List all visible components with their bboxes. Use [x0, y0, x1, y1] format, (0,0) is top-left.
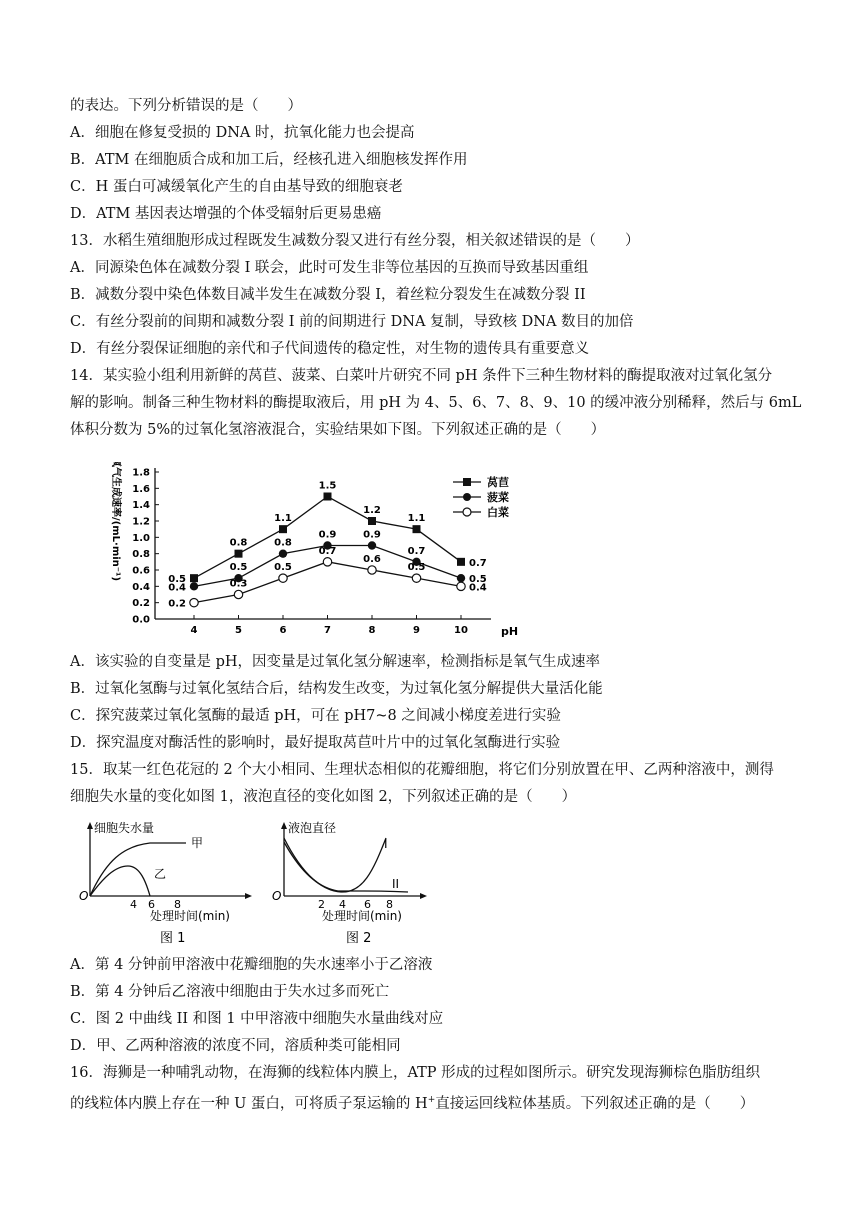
fig2-y-arrow: [281, 822, 287, 829]
fig2-tick-4: 4: [339, 898, 346, 911]
data-label: 0.9: [363, 529, 381, 541]
legend-label: 菠菜: [487, 491, 509, 504]
fig1-curve-jia: [90, 843, 186, 896]
legend-label: 莴苣: [487, 476, 509, 489]
q15-figures-svg: [68, 816, 448, 950]
data-label: 0.5: [274, 562, 292, 574]
q13-option-a: A．同源染色体在减数分裂 I 联会，此时可发生非等位基因的互换而导致基因重组: [70, 260, 589, 276]
point-莴苣: [190, 574, 198, 582]
fig2-label-I: I: [384, 837, 388, 851]
legend-label: 白菜: [487, 506, 509, 519]
data-label: 0.2: [168, 598, 186, 610]
q12-option-b: B．ATM 在细胞质合成和加工后，经核孔进入细胞核发挥作用: [70, 152, 468, 168]
y-tick-label: 0.8: [132, 549, 150, 561]
q15-option-d: D．甲、乙两种溶液的浓度不同，溶质种类可能相同: [70, 1038, 401, 1054]
data-label: 0.5: [168, 574, 186, 586]
figure-1: [79, 820, 252, 946]
y-tick-label: 1.8: [132, 467, 150, 479]
fig1-label-yi: 乙: [154, 867, 167, 881]
data-label: 1.5: [318, 480, 337, 492]
x-tick-label: 4: [190, 625, 198, 636]
data-label: 1.1: [407, 513, 426, 525]
fig1-ylabel: 细胞失水量: [94, 821, 155, 835]
q16-text-post: 直接运回线粒体基质。下列叙述正确的是（ ）: [435, 1095, 755, 1112]
fig1-x-arrow: [245, 893, 252, 899]
q15-stem-line2: 细胞失水量的变化如图 1，液泡直径的变化如图 2，下列叙述正确的是（ ）: [70, 789, 577, 805]
point-菠菜: [457, 574, 465, 582]
point-莴苣: [457, 558, 465, 566]
point-莴苣: [413, 525, 421, 533]
point-莴苣: [235, 550, 243, 558]
q13-stem: 13．水稻生殖细胞形成过程既发生减数分裂又进行有丝分裂，相关叙述错误的是（ ）: [70, 233, 640, 249]
q15-option-b: B．第 4 分钟后乙溶液中细胞由于失水过多而死亡: [70, 984, 390, 1000]
q16-stem-line1: 16．海狮是一种哺乳动物，在海狮的线粒体内膜上，ATP 形成的过程如图所示。研究发现海狮棕色脂肪组织: [70, 1065, 761, 1081]
fig1-curve-yi: [90, 866, 150, 896]
q13-option-c: C．有丝分裂前的间期和减数分裂 I 前的间期进行 DNA 复制，导致核 DNA 数目的加倍: [70, 314, 634, 330]
q15-option-a: A．第 4 分钟前甲溶液中花瓣细胞的失水速率小于乙溶液: [70, 957, 433, 973]
point-莴苣: [279, 525, 287, 533]
point-莴苣: [368, 517, 376, 525]
data-label: 0.7: [318, 545, 337, 557]
x-tick-label: 9: [413, 625, 420, 636]
data-label: 0.5: [469, 574, 487, 586]
x-axis-label: pH: [501, 625, 519, 638]
fig2-ylabel: 液泡直径: [288, 821, 337, 835]
point-菠菜: [279, 549, 287, 557]
fig2-caption: 图 2: [346, 931, 372, 946]
x-tick-label: 6: [279, 625, 287, 636]
data-label: 0.6: [363, 554, 381, 565]
q15-option-c: C．图 2 中曲线 II 和图 1 中甲溶液中细胞失水量曲线对应: [70, 1011, 444, 1027]
fig1-tick-4: 4: [130, 898, 137, 911]
point-白菜: [457, 582, 465, 590]
data-label: 0.3: [229, 578, 248, 590]
point-白菜: [234, 590, 242, 598]
legend-marker: [463, 478, 471, 486]
figure-2: [272, 820, 427, 946]
y-tick-label: 0.6: [132, 565, 150, 577]
data-label: 0.7: [469, 557, 487, 569]
data-label: 0.5: [229, 562, 248, 574]
fig2-tick-6: 6: [364, 898, 371, 911]
y-tick-label: 0.4: [132, 581, 150, 593]
q12-option-a: A．细胞在修复受损的 DNA 时，抗氧化能力也会提高: [70, 125, 415, 141]
data-label: 0.4: [469, 582, 487, 594]
q15-figures: [68, 816, 448, 954]
fig2-x-arrow: [420, 893, 427, 899]
y-tick-label: 1.2: [132, 516, 150, 528]
point-菠菜: [190, 582, 198, 590]
x-tick-label: 10: [454, 625, 468, 636]
data-label: 1.2: [363, 505, 381, 516]
y-tick-label: 1.6: [132, 483, 150, 495]
data-label: 0.5: [407, 562, 426, 574]
q14-option-a: A．该实验的自变量是 pH，因变量是过氧化氢分解速率，检测指标是氧气生成速率: [70, 654, 601, 670]
q12-option-c: C．H 蛋白可减缓氧化产生的自由基导致的细胞衰老: [70, 179, 403, 195]
q14-option-d: D．探究温度对酶活性的影响时，最好提取莴苣叶片中的过氧化氢酶进行实验: [70, 735, 561, 751]
q14-stem-line1: 14．某实验小组利用新鲜的莴苣、菠菜、白菜叶片研究不同 pH 条件下三种生物材料的酶提取液对过氧化氢分: [70, 368, 773, 384]
fig1-label-jia: 甲: [191, 836, 204, 850]
data-label: 1.1: [274, 513, 292, 525]
x-tick-label: 5: [235, 625, 242, 636]
point-莴苣: [324, 493, 332, 501]
y-tick-label: 1.0: [132, 532, 150, 544]
fig1-xlabel: 处理时间(min): [150, 909, 230, 923]
q13-option-b: B．减数分裂中染色体数目减半发生在减数分裂 I，着丝粒分裂发生在减数分裂 II: [70, 287, 586, 303]
q16-superscript: +: [427, 1095, 436, 1105]
y-tick-label: 0.0: [132, 614, 150, 626]
fig1-caption: 图 1: [160, 931, 186, 946]
y-tick-label: 0.2: [132, 598, 150, 610]
fig2-label-II: II: [392, 877, 400, 891]
fig1-tick-6: 6: [148, 898, 155, 911]
point-白菜: [412, 574, 420, 582]
q14-option-b: B．过氧化氢酶与过氧化氢结合后，结构发生改变，为过氧化氢分解提供大量活化能: [70, 681, 603, 697]
data-label: 0.8: [229, 537, 248, 549]
q14-stem-line2: 解的影响。制备三种生物材料的酶提取液后，用 pH 为 4、5、6、7、8、9、10 的缓冲液分别稀释，然后与 6mL: [70, 395, 802, 411]
fig2-curve-II: [284, 842, 408, 892]
x-tick-label: 7: [324, 625, 331, 636]
point-白菜: [279, 574, 287, 582]
x-tick-label: 8: [368, 625, 376, 636]
point-白菜: [190, 598, 198, 606]
fig1-origin: O: [79, 889, 89, 903]
legend-marker: [463, 508, 471, 516]
legend-marker: [463, 493, 471, 501]
q16-stem-line2: [70, 1090, 754, 1114]
data-label: 0.8: [274, 537, 292, 549]
fig2-tick-2: 2: [318, 898, 325, 911]
fig1-tick-8: 8: [174, 898, 181, 911]
fig1-y-arrow: [87, 822, 93, 829]
fig2-tick-8: 8: [386, 898, 393, 911]
data-label: 0.4: [168, 582, 186, 594]
data-label: 0.9: [318, 529, 337, 541]
fig2-origin: O: [272, 889, 282, 903]
q13-option-d: D．有丝分裂保证细胞的亲代和子代间遗传的稳定性，对生物的遗传具有重要意义: [70, 341, 590, 357]
fig2-xlabel: 处理时间(min): [322, 909, 402, 923]
q14-stem-line3: 体积分数为 5%的过氧化氢溶液混合，实验结果如下图。下列叙述正确的是（ ）: [70, 422, 606, 438]
q14-option-c: C．探究菠菜过氧化氢酶的最适 pH，可在 pH7~8 之间减小梯度差进行实验: [70, 708, 561, 724]
point-白菜: [323, 558, 331, 566]
q16-text-pre: 的线粒体内膜上存在一种 U 蛋白，可将质子泵运输的 H: [70, 1095, 428, 1112]
y-axis-label: 氧气生成速率/(mL·min⁻¹): [110, 462, 121, 582]
q14-chart-svg: [95, 462, 535, 642]
q12-stem-end: 的表达。下列分析错误的是（ ）: [70, 98, 302, 114]
y-tick-label: 1.4: [132, 500, 150, 512]
data-label: 0.7: [407, 545, 426, 557]
point-菠菜: [368, 541, 376, 549]
q15-stem-line1: 15．取某一红色花冠的 2 个大小相同、生理状态相似的花瓣细胞，将它们分别放置在甲、乙两种溶液中，测得: [70, 762, 774, 778]
point-白菜: [368, 566, 376, 574]
q12-option-d: D．ATM 基因表达增强的个体受辐射后更易患癌: [70, 206, 382, 222]
q14-chart: [95, 462, 535, 646]
